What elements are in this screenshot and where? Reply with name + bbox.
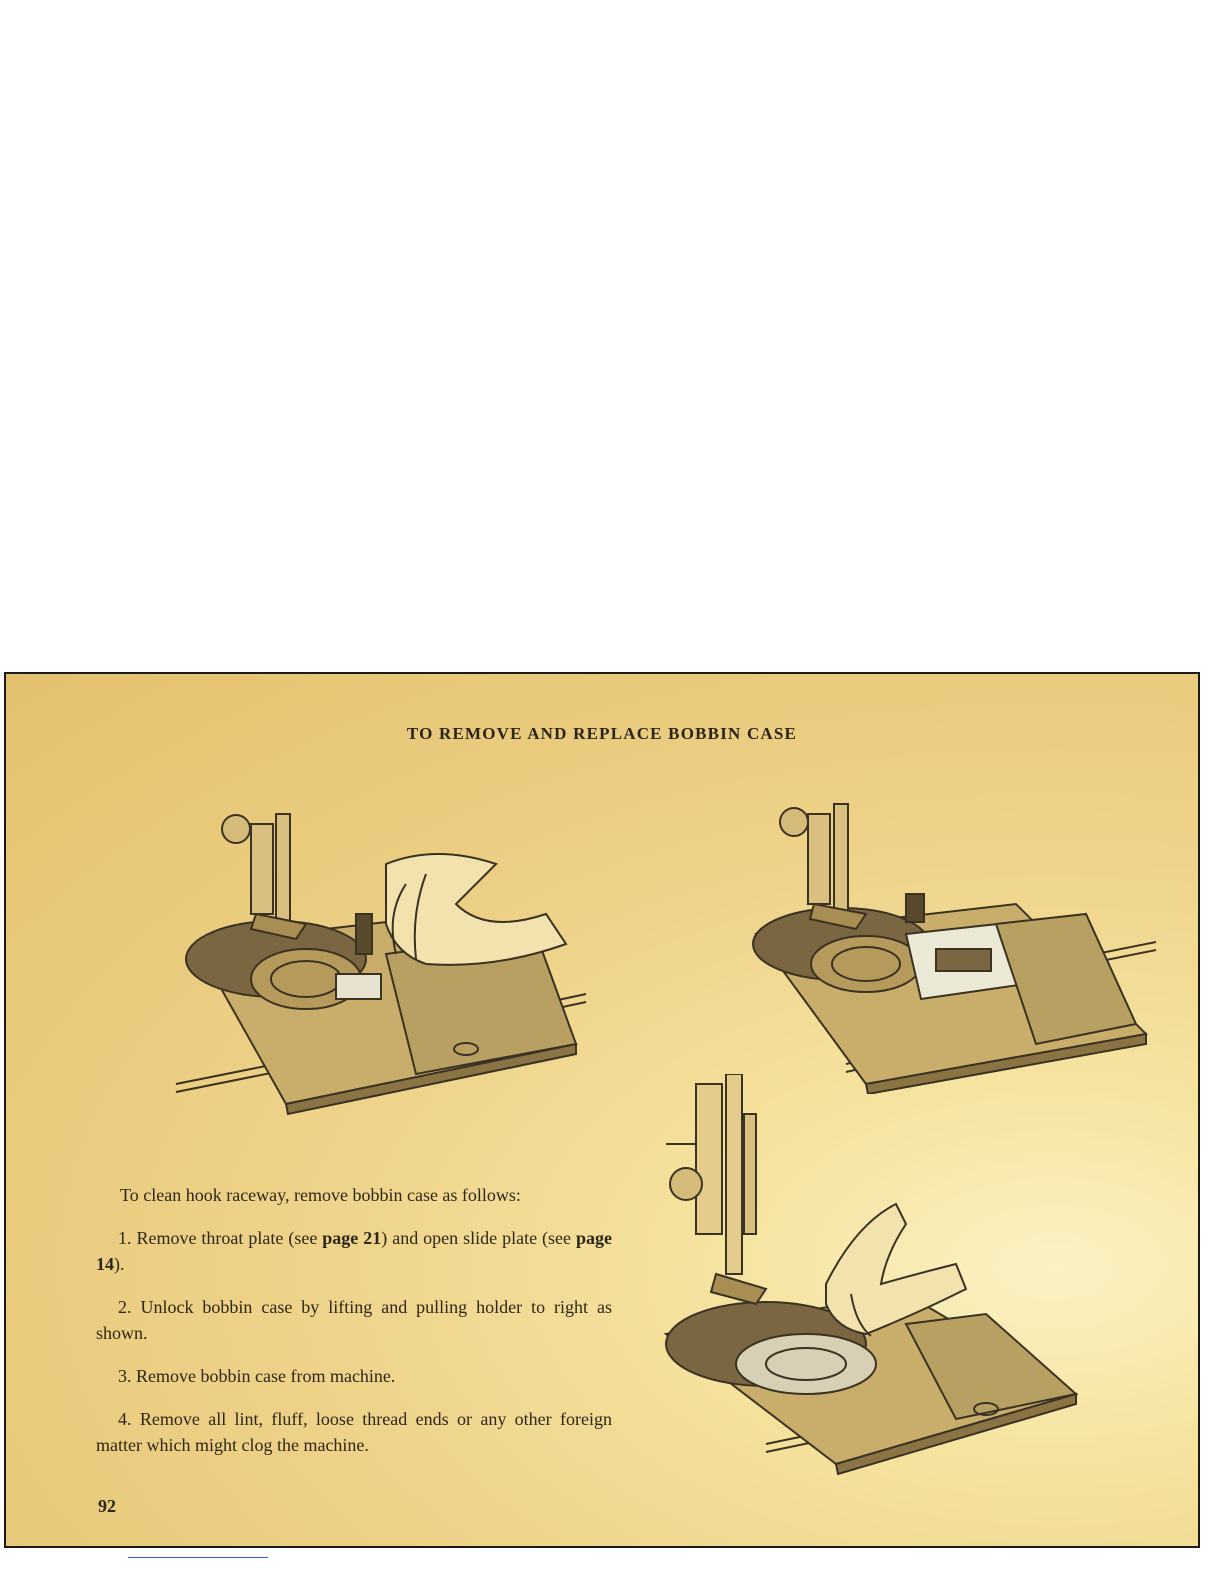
illustration-unlock-bobbin-case <box>156 794 596 1124</box>
page-title: TO REMOVE AND REPLACE BOBBIN CASE <box>406 724 798 743</box>
illustration-throat-plate-removed <box>736 794 1166 1094</box>
step-2: 2. Unlock bobbin case by lifting and pulling holder to right as shown. <box>96 1297 612 1343</box>
page-21-reference: page 21 <box>322 1228 382 1248</box>
instructions-text <box>96 1182 612 1475</box>
illustration-remove-bobbin-case <box>656 1074 1096 1494</box>
step-4: 4. Remove all lint, fluff, loose thread ends or any other foreign matter which might clog the machine. <box>96 1409 612 1455</box>
link-underline <box>128 1557 268 1558</box>
intro-paragraph: To clean hook raceway, remove bobbin case as follows: <box>120 1185 521 1205</box>
step-3: 3. Remove bobbin case from machine. <box>118 1366 396 1386</box>
page-14-reference: page 14 <box>96 1228 612 1274</box>
page-number: 92 <box>98 1496 116 1516</box>
scanned-manual-page <box>4 672 1200 1548</box>
step-1: 1. Remove throat plate (see page 21) and open slide plate (see page 14). <box>96 1228 612 1274</box>
